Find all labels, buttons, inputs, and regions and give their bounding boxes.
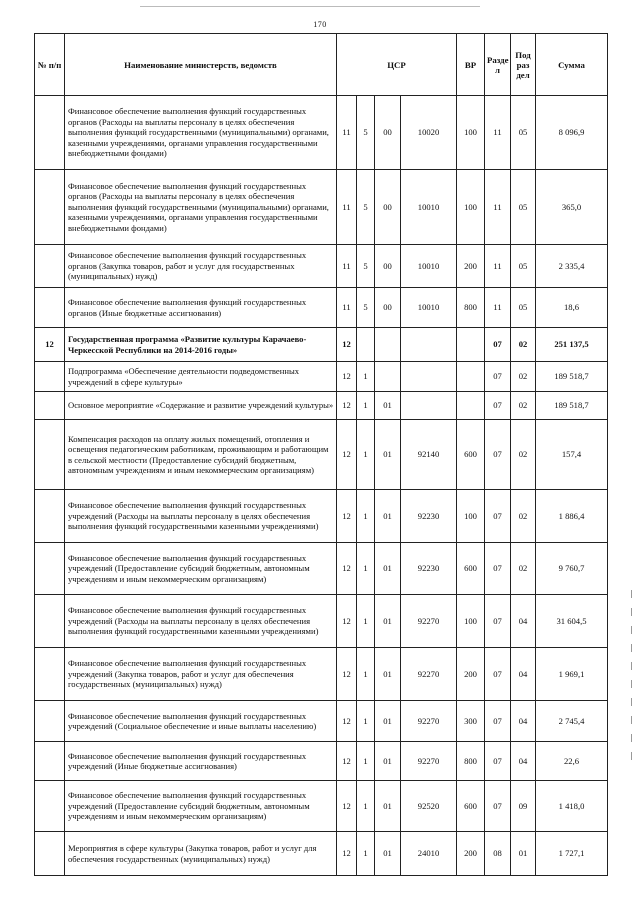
cell-razdel: 07 xyxy=(485,490,511,543)
cell-summa: 1 418,0 xyxy=(536,781,608,832)
cell-num xyxy=(35,543,65,595)
cell-csr-2: 5 xyxy=(357,288,375,328)
cell-summa: 1 727,1 xyxy=(536,832,608,876)
cell-csr-4: 92270 xyxy=(401,595,457,648)
cell-num xyxy=(35,648,65,701)
cell-csr-2: 1 xyxy=(357,832,375,876)
cell-razdel: 11 xyxy=(485,170,511,245)
cell-csr-3: 00 xyxy=(375,288,401,328)
cell-razdel: 07 xyxy=(485,392,511,420)
cell-vr: 600 xyxy=(457,420,485,490)
cell-razdel: 07 xyxy=(485,781,511,832)
cell-num xyxy=(35,245,65,288)
cell-razdel: 07 xyxy=(485,742,511,781)
header-name: Наименование министерств, ведомств xyxy=(65,34,337,96)
cell-podrazdel: 02 xyxy=(511,362,536,392)
scan-margin-marks xyxy=(630,590,634,790)
cell-csr-2: 1 xyxy=(357,420,375,490)
cell-csr-1: 11 xyxy=(337,170,357,245)
cell-num xyxy=(35,420,65,490)
cell-csr-4: 92270 xyxy=(401,742,457,781)
cell-vr: 200 xyxy=(457,245,485,288)
cell-csr-3: 01 xyxy=(375,648,401,701)
cell-csr-3: 01 xyxy=(375,781,401,832)
cell-csr-2: 5 xyxy=(357,96,375,170)
cell-csr-2 xyxy=(357,328,375,362)
cell-csr-2: 1 xyxy=(357,490,375,543)
cell-podrazdel: 02 xyxy=(511,420,536,490)
cell-name: Финансовое обеспечение выполнения функций государственных органов (Закупка товаров, работ и услуг для государственных (муниципальных) нужд) xyxy=(65,245,337,288)
table-row xyxy=(35,328,608,362)
cell-podrazdel: 01 xyxy=(511,832,536,876)
cell-vr: 200 xyxy=(457,648,485,701)
cell-name: Финансовое обеспечение выполнения функций государственных учреждений (Иные бюджетные ассигнования) xyxy=(65,742,337,781)
cell-summa: 251 137,5 xyxy=(536,328,608,362)
header-razdel: Разде л xyxy=(485,34,511,96)
cell-name: Финансовое обеспечение выполнения функций государственных учреждений (Расходы на выплаты персоналу в целях обеспечения выполнения функций государственными казенными учреждениями) xyxy=(65,595,337,648)
cell-podrazdel: 05 xyxy=(511,96,536,170)
header-vr: ВР xyxy=(457,34,485,96)
cell-csr-3: 01 xyxy=(375,832,401,876)
cell-name: Основное мероприятие «Содержание и развитие учреждений культуры» xyxy=(65,392,337,420)
cell-vr xyxy=(457,392,485,420)
cell-podrazdel: 04 xyxy=(511,701,536,742)
cell-vr: 100 xyxy=(457,96,485,170)
cell-summa: 31 604,5 xyxy=(536,595,608,648)
cell-csr-3: 00 xyxy=(375,96,401,170)
cell-csr-4: 10020 xyxy=(401,96,457,170)
cell-name: Компенсация расходов на оплату жилых помещений, отопления и освещения педагогическим работникам, проживающим и работающим в сельской местности (Предоставление субсидий бюджетным, автономным учреждениям и иным некоммерческим организациям) xyxy=(65,420,337,490)
cell-name: Финансовое обеспечение выполнения функций государственных органов (Иные бюджетные ассигнования) xyxy=(65,288,337,328)
cell-podrazdel: 04 xyxy=(511,742,536,781)
header-podrazdel: Под раз дел xyxy=(511,34,536,96)
cell-csr-3: 00 xyxy=(375,170,401,245)
cell-podrazdel: 05 xyxy=(511,170,536,245)
cell-csr-2: 1 xyxy=(357,648,375,701)
cell-summa: 8 096,9 xyxy=(536,96,608,170)
top-scan-rule xyxy=(140,6,480,7)
cell-csr-1: 11 xyxy=(337,96,357,170)
table-row xyxy=(35,420,608,490)
cell-csr-2: 1 xyxy=(357,543,375,595)
cell-csr-4 xyxy=(401,392,457,420)
cell-podrazdel: 02 xyxy=(511,490,536,543)
cell-csr-1: 12 xyxy=(337,781,357,832)
cell-num xyxy=(35,832,65,876)
cell-num xyxy=(35,362,65,392)
cell-razdel: 07 xyxy=(485,648,511,701)
table-header-row xyxy=(35,34,608,96)
cell-csr-1: 12 xyxy=(337,543,357,595)
cell-csr-3 xyxy=(375,362,401,392)
cell-name: Финансовое обеспечение выполнения функций государственных учреждений (Предоставление субсидий бюджетным, автономным учреждениям и иным некоммерческим организациям) xyxy=(65,543,337,595)
cell-csr-1: 12 xyxy=(337,392,357,420)
cell-summa: 2 335,4 xyxy=(536,245,608,288)
cell-csr-4: 24010 xyxy=(401,832,457,876)
cell-csr-2: 5 xyxy=(357,170,375,245)
cell-summa: 2 745,4 xyxy=(536,701,608,742)
cell-csr-4: 92140 xyxy=(401,420,457,490)
cell-csr-2: 1 xyxy=(357,362,375,392)
cell-podrazdel: 02 xyxy=(511,392,536,420)
cell-vr: 100 xyxy=(457,170,485,245)
cell-razdel: 07 xyxy=(485,362,511,392)
cell-name: Финансовое обеспечение выполнения функций государственных органов (Расходы на выплаты персоналу в целях обеспечения выполнения функций государственными (муниципальными) органами, казенными учреждениями, органами управления государственными внебюджетными фондами) xyxy=(65,96,337,170)
cell-csr-1: 12 xyxy=(337,362,357,392)
table-row xyxy=(35,245,608,288)
cell-summa: 157,4 xyxy=(536,420,608,490)
cell-csr-1: 12 xyxy=(337,832,357,876)
cell-csr-2: 5 xyxy=(357,245,375,288)
cell-name: Мероприятия в сфере культуры (Закупка товаров, работ и услуг для обеспечения государственных (муниципальных) нужд) xyxy=(65,832,337,876)
cell-csr-4: 10010 xyxy=(401,245,457,288)
cell-podrazdel: 04 xyxy=(511,595,536,648)
table-row xyxy=(35,490,608,543)
header-csr: ЦСР xyxy=(337,34,457,96)
cell-vr: 800 xyxy=(457,742,485,781)
cell-summa: 365,0 xyxy=(536,170,608,245)
cell-num xyxy=(35,96,65,170)
cell-razdel: 11 xyxy=(485,288,511,328)
cell-csr-1: 12 xyxy=(337,648,357,701)
cell-podrazdel: 02 xyxy=(511,543,536,595)
cell-name: Финансовое обеспечение выполнения функций государственных учреждений (Социальное обеспечение и иные выплаты населению) xyxy=(65,701,337,742)
cell-name: Финансовое обеспечение выполнения функций государственных учреждений (Расходы на выплаты персоналу в целях обеспечения выполнения функций государственными казенными учреждениями) xyxy=(65,490,337,543)
cell-num xyxy=(35,742,65,781)
cell-vr: 600 xyxy=(457,781,485,832)
cell-num xyxy=(35,781,65,832)
cell-csr-1: 12 xyxy=(337,701,357,742)
table-row xyxy=(35,742,608,781)
page-number: 170 xyxy=(313,20,327,29)
cell-csr-1: 11 xyxy=(337,245,357,288)
cell-csr-3: 01 xyxy=(375,420,401,490)
cell-csr-1: 12 xyxy=(337,490,357,543)
cell-csr-4: 10010 xyxy=(401,288,457,328)
cell-csr-1: 12 xyxy=(337,420,357,490)
cell-csr-3: 01 xyxy=(375,742,401,781)
cell-summa: 1 886,4 xyxy=(536,490,608,543)
cell-summa: 1 969,1 xyxy=(536,648,608,701)
cell-csr-4: 92270 xyxy=(401,701,457,742)
table-body xyxy=(35,96,608,876)
cell-csr-1: 12 xyxy=(337,328,357,362)
cell-csr-2: 1 xyxy=(357,781,375,832)
cell-podrazdel: 04 xyxy=(511,648,536,701)
cell-csr-4 xyxy=(401,328,457,362)
table-row xyxy=(35,170,608,245)
cell-summa: 189 518,7 xyxy=(536,362,608,392)
cell-name: Государственная программа «Развитие культуры Карачаево-Черкесской Республики на 2014-2016 годы» xyxy=(65,328,337,362)
cell-podrazdel: 02 xyxy=(511,328,536,362)
table-row xyxy=(35,781,608,832)
cell-summa: 18,6 xyxy=(536,288,608,328)
cell-razdel: 07 xyxy=(485,543,511,595)
cell-num xyxy=(35,595,65,648)
cell-csr-2: 1 xyxy=(357,742,375,781)
cell-csr-1: 12 xyxy=(337,595,357,648)
cell-vr xyxy=(457,362,485,392)
cell-vr xyxy=(457,328,485,362)
cell-csr-3: 01 xyxy=(375,392,401,420)
cell-name: Финансовое обеспечение выполнения функций государственных органов (Расходы на выплаты персоналу в целях обеспечения выполнения функций государственными (муниципальными) органами, казенными учреждениями, органами управления государственными внебюджетными фондами) xyxy=(65,170,337,245)
cell-podrazdel: 09 xyxy=(511,781,536,832)
cell-csr-4 xyxy=(401,362,457,392)
cell-name: Подпрограмма «Обеспечение деятельности подведомственных учреждений в сфере культуры» xyxy=(65,362,337,392)
cell-num xyxy=(35,701,65,742)
table-row xyxy=(35,832,608,876)
table-row xyxy=(35,362,608,392)
cell-razdel: 07 xyxy=(485,701,511,742)
budget-table xyxy=(34,33,608,876)
cell-csr-1: 12 xyxy=(337,742,357,781)
cell-razdel: 08 xyxy=(485,832,511,876)
header-summa: Сумма xyxy=(536,34,608,96)
table-row xyxy=(35,648,608,701)
table-row xyxy=(35,96,608,170)
cell-name: Финансовое обеспечение выполнения функций государственных учреждений (Предоставление субсидий бюджетным, автономным учреждениям и иным некоммерческим организациям) xyxy=(65,781,337,832)
cell-razdel: 11 xyxy=(485,245,511,288)
cell-csr-3: 01 xyxy=(375,701,401,742)
cell-razdel: 07 xyxy=(485,420,511,490)
cell-razdel: 11 xyxy=(485,96,511,170)
cell-num xyxy=(35,288,65,328)
table-row xyxy=(35,595,608,648)
cell-razdel: 07 xyxy=(485,595,511,648)
cell-vr: 100 xyxy=(457,595,485,648)
cell-csr-3 xyxy=(375,328,401,362)
cell-razdel: 07 xyxy=(485,328,511,362)
cell-csr-3: 01 xyxy=(375,595,401,648)
cell-summa: 22,6 xyxy=(536,742,608,781)
cell-csr-4: 92230 xyxy=(401,543,457,595)
cell-csr-4: 92230 xyxy=(401,490,457,543)
cell-csr-1: 11 xyxy=(337,288,357,328)
cell-csr-3: 01 xyxy=(375,490,401,543)
cell-num xyxy=(35,392,65,420)
table-row xyxy=(35,392,608,420)
cell-csr-2: 1 xyxy=(357,595,375,648)
cell-vr: 100 xyxy=(457,490,485,543)
cell-csr-4: 92270 xyxy=(401,648,457,701)
cell-csr-4: 92520 xyxy=(401,781,457,832)
cell-summa: 189 518,7 xyxy=(536,392,608,420)
cell-vr: 800 xyxy=(457,288,485,328)
cell-summa: 9 760,7 xyxy=(536,543,608,595)
cell-csr-4: 10010 xyxy=(401,170,457,245)
cell-podrazdel: 05 xyxy=(511,245,536,288)
cell-num: 12 xyxy=(35,328,65,362)
cell-vr: 200 xyxy=(457,832,485,876)
cell-csr-3: 00 xyxy=(375,245,401,288)
cell-csr-3: 01 xyxy=(375,543,401,595)
table-row xyxy=(35,288,608,328)
cell-vr: 300 xyxy=(457,701,485,742)
cell-vr: 600 xyxy=(457,543,485,595)
cell-name: Финансовое обеспечение выполнения функций государственных учреждений (Закупка товаров, работ и услуг для обеспечения государственных (муниципальных) нужд) xyxy=(65,648,337,701)
cell-num xyxy=(35,490,65,543)
cell-num xyxy=(35,170,65,245)
cell-csr-2: 1 xyxy=(357,701,375,742)
table-row xyxy=(35,701,608,742)
header-num: № п/п xyxy=(35,34,65,96)
cell-podrazdel: 05 xyxy=(511,288,536,328)
cell-csr-2: 1 xyxy=(357,392,375,420)
table-row xyxy=(35,543,608,595)
